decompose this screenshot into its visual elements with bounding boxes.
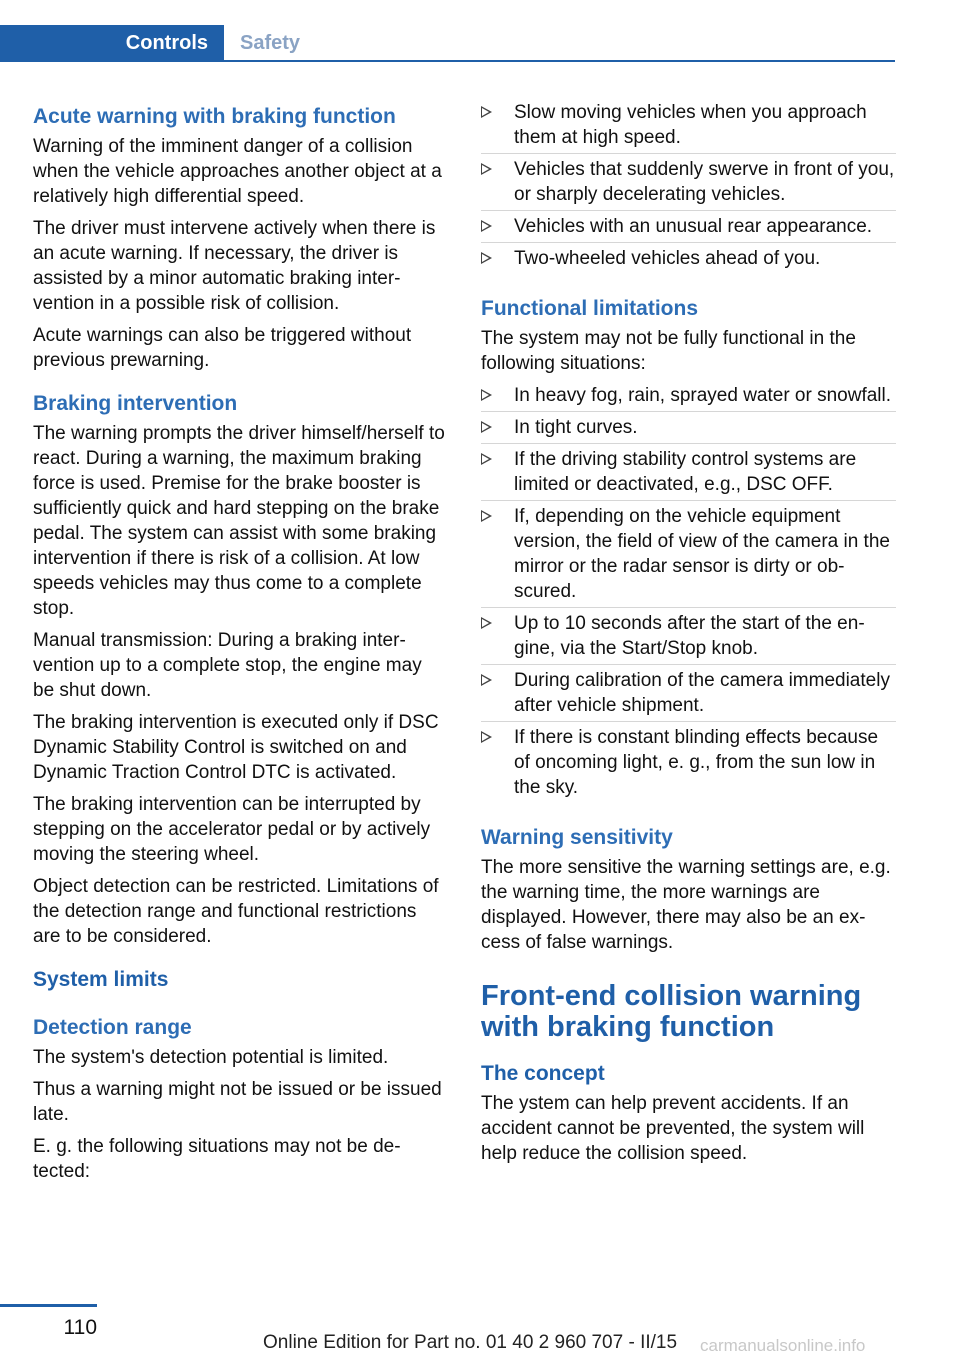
tab-safety[interactable]: Safety [240, 32, 301, 54]
tab-controls[interactable]: Controls [0, 25, 224, 62]
detection-paragraph-1: The system's detection potential is limited. [33, 1047, 389, 1068]
list-item: If the driving stability control systems are limited or deactivated, e.g., DSC OFF. [481, 447, 896, 504]
functional-limitations-heading: Functional limitations [481, 297, 699, 320]
functional-paragraph-1: The system may not be fully functional in the following situations: [481, 328, 856, 374]
list-item: Two-wheeled vehicles ahead of you. [481, 246, 896, 278]
left-column [33, 100, 448, 1191]
acute-paragraph-1: Warning of the imminent danger of a collision when the vehicle approaches another object at a relatively high differential speed. [33, 136, 442, 207]
bullet-triangle-icon [481, 106, 492, 118]
acute-warning-heading: Acute warning with braking function [33, 105, 396, 128]
list-item: Vehicles that suddenly swerve in front of you, or sharply decelerating vehicles. [481, 157, 896, 214]
watermark-text: carmanualsonline.info [700, 1336, 866, 1355]
list-item: Slow moving vehicles when you approach them at high speed. [481, 100, 896, 157]
header-rule [0, 60, 895, 62]
warning-sensitivity-heading: Warning sensitivity [481, 826, 673, 849]
bullet-triangle-icon [481, 252, 492, 264]
braking-paragraph-4: The braking intervention can be interrupted by stepping on the accelerator pedal or by actively moving the steering wheel. [33, 794, 431, 865]
right-column [481, 100, 896, 1173]
sensitivity-paragraph-1: The more sensitive the warning settings are, e.g. the warning time, the more warnings are displayed. However, there may also be an excess of false warnings. [481, 857, 891, 953]
bullet-triangle-icon [481, 163, 492, 175]
list-item: If there is constant blinding effects because of oncoming light, e. g., from the sun low in the sky. [481, 725, 896, 807]
front-end-collision-heading: Front-end collision warning with braking function [481, 980, 862, 1043]
list-item: During calibration of the camera immediately after vehicle shipment. [481, 668, 896, 725]
braking-paragraph-5: Object detection can be restricted. Limitations of the detection range and functional restrictions are to be considered. [33, 876, 439, 947]
list-item: If, depending on the vehicle equipment version, the field of view of the camera in the mirror or the radar sensor is dirty or obscured. [481, 504, 896, 611]
bullet-triangle-icon [481, 389, 492, 401]
header-tab-bar [0, 25, 895, 62]
braking-paragraph-3: The braking intervention is executed only if DSC Dynamic Stability Control is switched on and Dynamic Traction Control DTC is activated. [33, 712, 439, 783]
detection-paragraph-2: Thus a warning might not be issued or be issued late. [33, 1079, 442, 1125]
bullet-triangle-icon [481, 674, 492, 686]
page-number: 110 [63, 1316, 97, 1339]
braking-paragraph-2: Manual transmission: During a braking intervention up to a complete stop, the engine may be shut down. [33, 630, 422, 701]
functional-limitations-list [481, 383, 896, 807]
bullet-triangle-icon [481, 421, 492, 433]
bullet-triangle-icon [481, 453, 492, 465]
detection-paragraph-3: E. g. the following situations may not be detected: [33, 1136, 401, 1182]
list-item: Up to 10 seconds after the start of the engine, via the Start/Stop knob. [481, 611, 896, 668]
list-item: In heavy fog, rain, sprayed water or snowfall. [481, 383, 896, 415]
concept-paragraph-1: The ystem can help prevent accidents. If an accident cannot be prevented, the system will help reduce the collision speed. [481, 1093, 865, 1164]
acute-paragraph-3: Acute warnings can also be triggered without previous prewarning. [33, 325, 412, 371]
list-item: In tight curves. [481, 415, 896, 447]
detection-range-heading: Detection range [33, 1016, 192, 1039]
footer-rule [0, 1304, 97, 1307]
bullet-triangle-icon [481, 220, 492, 232]
braking-intervention-heading: Braking intervention [33, 392, 238, 415]
bullet-triangle-icon [481, 617, 492, 629]
concept-heading: The concept [481, 1062, 605, 1085]
undetected-situations-list [481, 100, 896, 278]
edition-text: Online Edition for Part no. 01 40 2 960 707 - II/15 [263, 1332, 678, 1353]
bullet-triangle-icon [481, 731, 492, 743]
acute-paragraph-2: The driver must intervene actively when there is an acute warning. If necessary, the driver is assisted by a minor automatic braking intervention in a possible risk of collision. [33, 218, 436, 314]
braking-paragraph-1: The warning prompts the driver himself/herself to react. During a warning, the maximum braking force is used. Premise for the brake booster is sufficiently quick and hard stepping on the brake pedal. The system can assist with some braking intervention if there is risk of a collision. At low speeds vehicles may thus come to a complete stop. [33, 423, 445, 619]
list-item: Vehicles with an unusual rear appearance. [481, 214, 896, 246]
system-limits-heading: System limits [33, 968, 169, 991]
bullet-triangle-icon [481, 510, 492, 522]
